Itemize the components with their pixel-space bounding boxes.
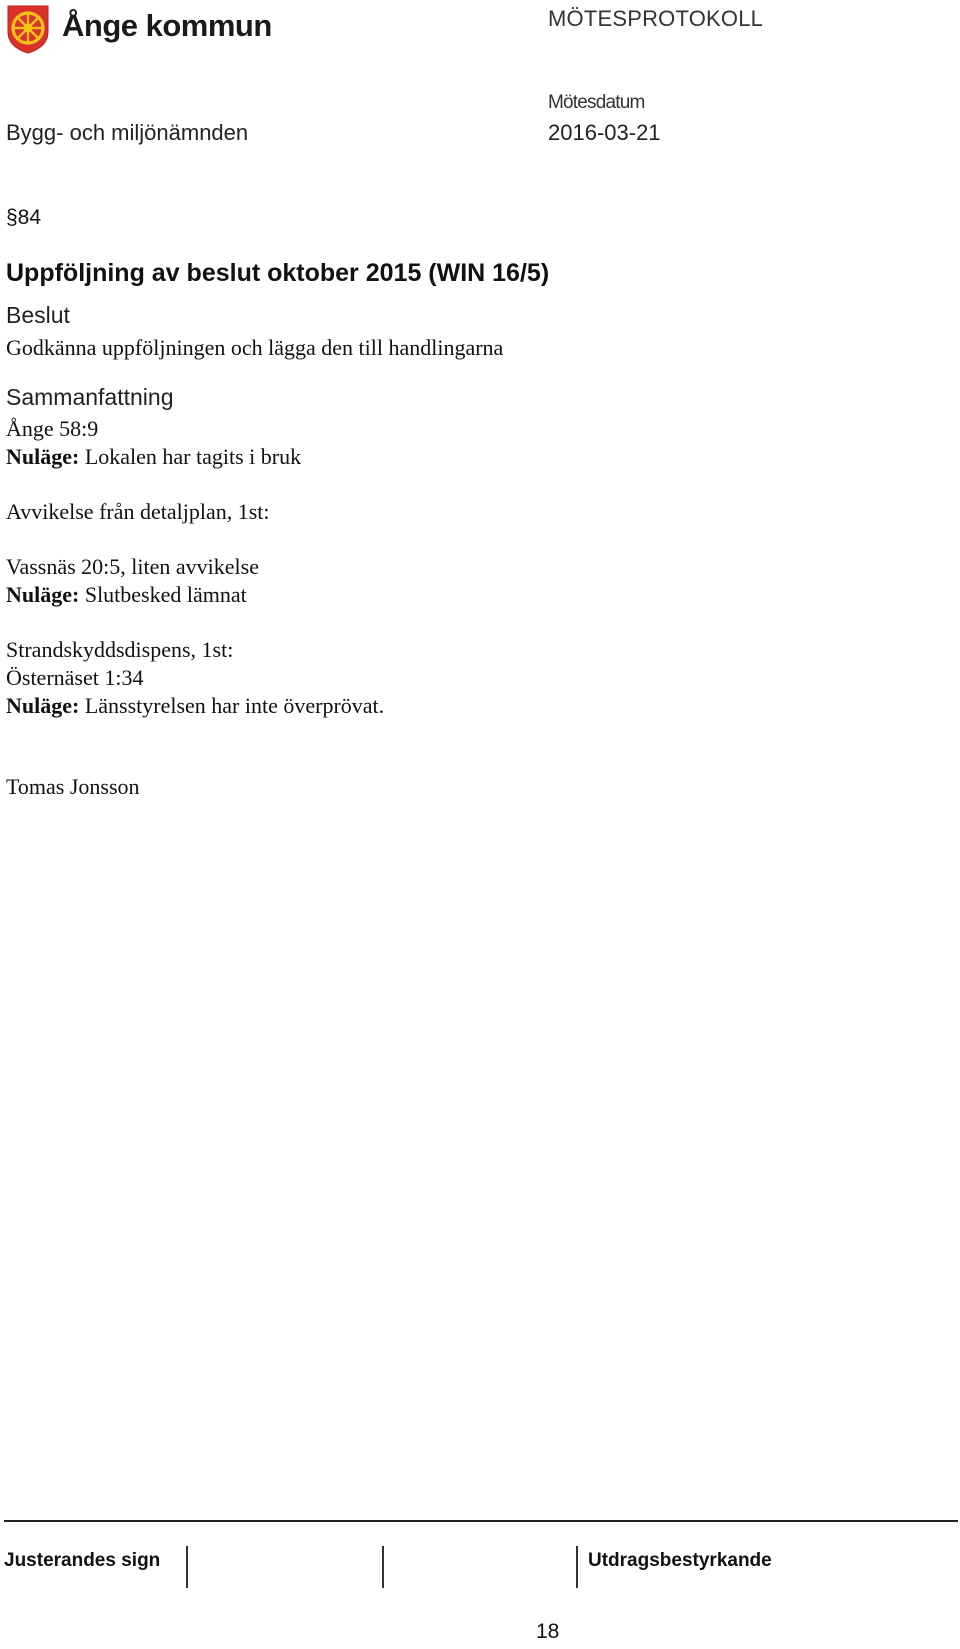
status-label: Nuläge: xyxy=(6,444,80,469)
item-2-category: Avvikelse från detaljplan, 1st: xyxy=(6,499,270,524)
status-label: Nuläge: xyxy=(6,693,80,718)
signatory-name: Tomas Jonsson xyxy=(6,774,140,799)
item-3-status xyxy=(6,693,384,719)
item-2-property: Vassnäs 20:5, liten avvikelse xyxy=(6,554,259,579)
signature-box-divider xyxy=(382,1546,384,1588)
signature-box-divider xyxy=(576,1546,578,1588)
meeting-date-label: Mötesdatum xyxy=(548,92,645,113)
status-text: Länsstyrelsen har inte överprövat. xyxy=(84,693,385,718)
decision-heading: Beslut xyxy=(6,302,70,328)
summary-heading: Sammanfattning xyxy=(6,384,174,410)
organization-name: Ånge kommun xyxy=(62,8,272,43)
paragraph-number: §84 xyxy=(6,206,42,229)
page-number: 18 xyxy=(536,1620,560,1643)
item-2-status xyxy=(6,582,247,608)
status-text: Lokalen har tagits i bruk xyxy=(84,444,302,469)
meeting-date: 2016-03-21 xyxy=(548,120,661,145)
item-3-property: Östernäset 1:34 xyxy=(6,665,144,690)
section-title: Uppföljning av beslut oktober 2015 (WIN 16/5) xyxy=(6,259,550,287)
status-label: Nuläge: xyxy=(6,582,80,607)
item-1-property: Ånge 58:9 xyxy=(6,416,99,441)
extract-certification-label: Utdragsbestyrkande xyxy=(588,1550,772,1571)
footer-divider xyxy=(4,1520,958,1522)
decision-text: Godkänna uppföljningen och lägga den till handlingarna xyxy=(6,335,504,360)
committee-name: Bygg- och miljönämnden xyxy=(6,120,249,145)
status-text: Slutbesked lämnat xyxy=(84,582,247,607)
document-type: MÖTESPROTOKOLL xyxy=(548,6,764,31)
item-1-status xyxy=(6,444,301,470)
municipal-crest-wheel-icon xyxy=(6,4,50,54)
signature-box-divider xyxy=(186,1546,188,1588)
item-3-category: Strandskyddsdispens, 1st: xyxy=(6,637,234,662)
adjusters-signature-label: Justerandes sign xyxy=(4,1550,161,1571)
